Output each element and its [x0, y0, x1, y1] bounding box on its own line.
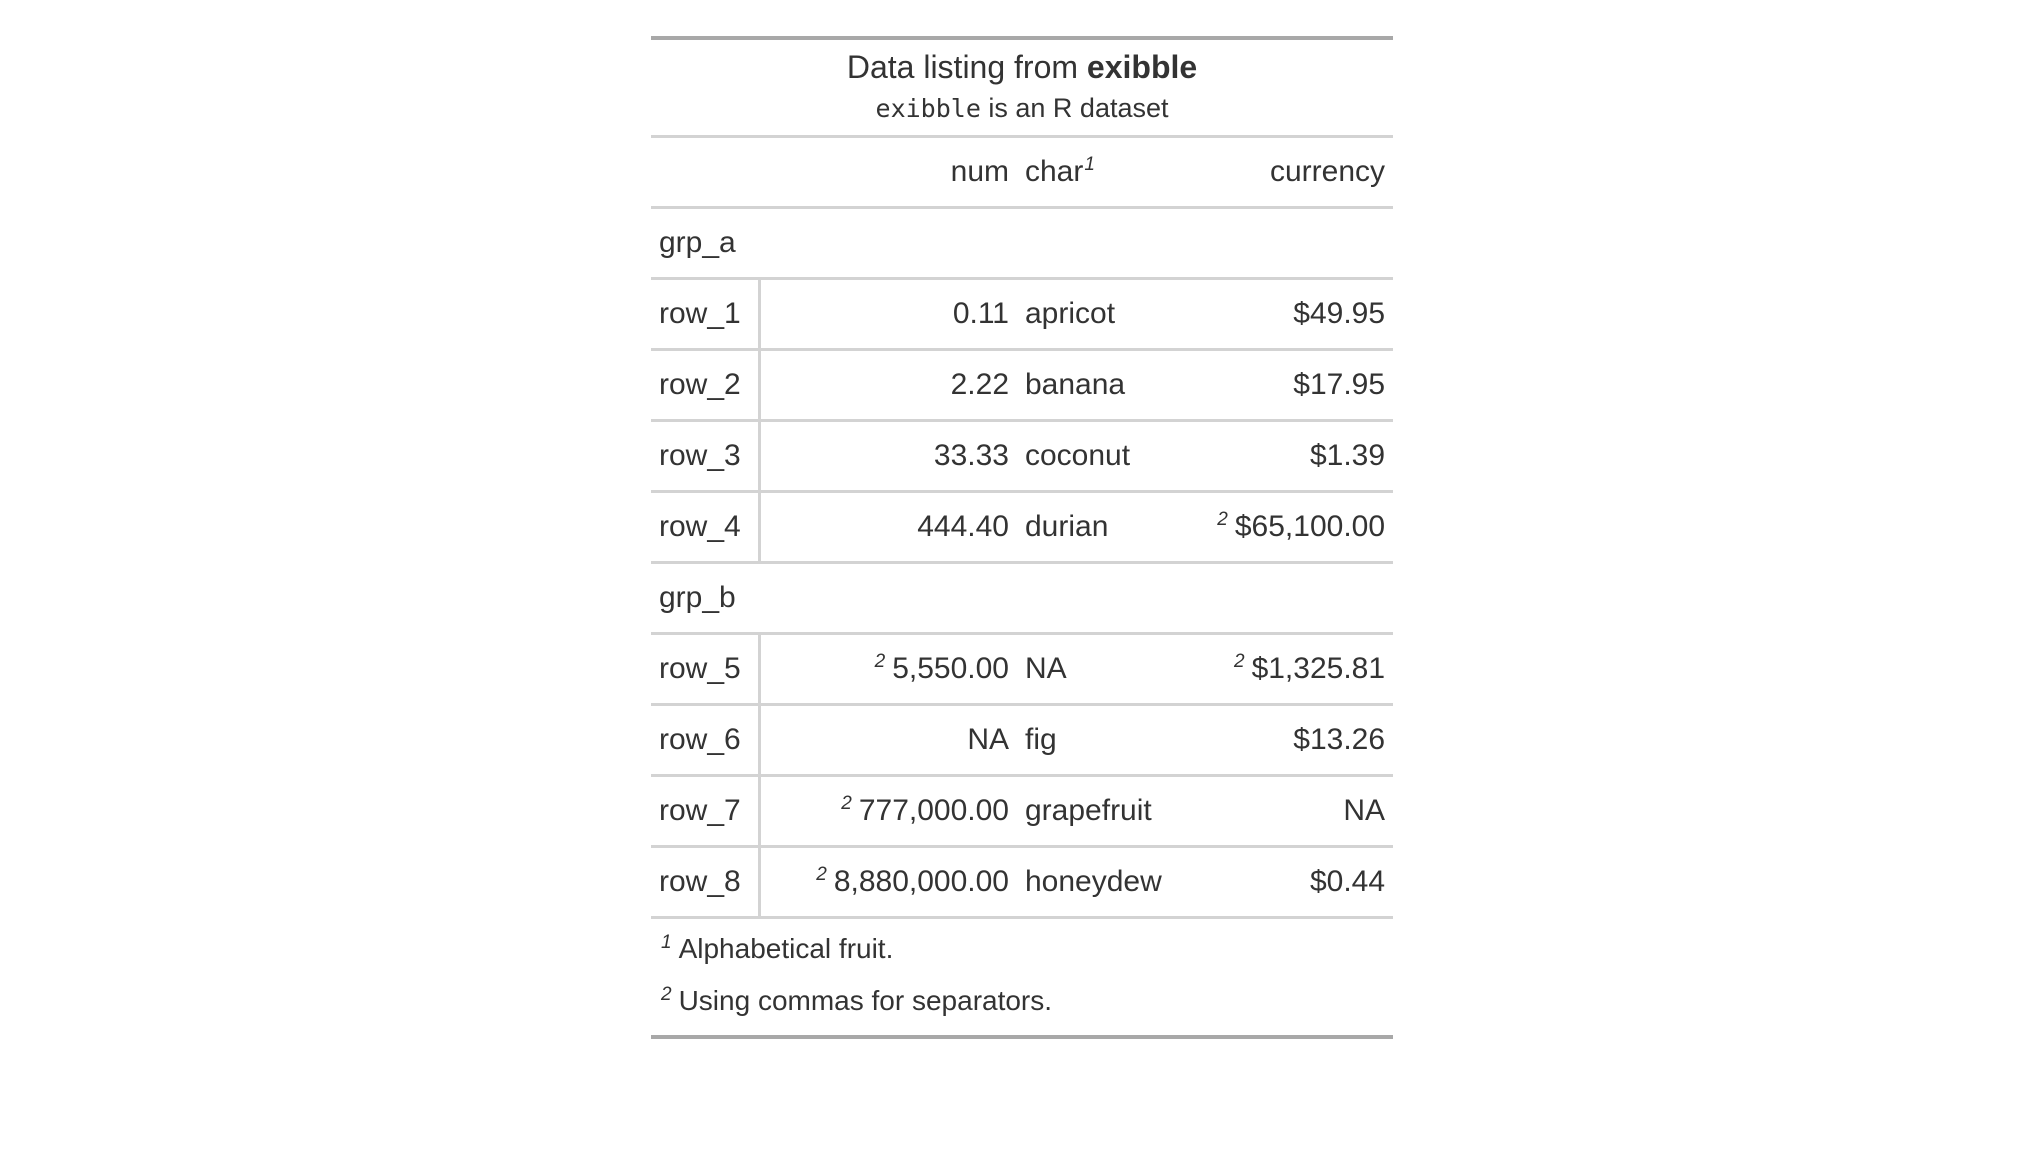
currency-value: $0.44: [1309, 865, 1386, 898]
num-cell: [759, 492, 1017, 563]
char-cell: banana: [1017, 350, 1197, 421]
char-cell: apricot: [1017, 279, 1197, 350]
currency-cell: [1197, 634, 1393, 705]
footnote-2-mark: 2: [661, 983, 672, 1005]
char-cell: grapefruit: [1017, 776, 1197, 847]
row-label-cell: row_4: [651, 492, 759, 563]
footnotes-section: [651, 918, 1393, 1038]
num-cell: [759, 705, 1017, 776]
group-heading-row-grp-b: [651, 563, 1393, 634]
footnote-mark-1: 1: [1084, 154, 1095, 175]
gt-table-container: [651, 36, 1393, 1039]
table-row: [651, 279, 1393, 350]
footnote-1: [661, 923, 1383, 975]
table-row: [651, 421, 1393, 492]
footnotes-row: [651, 918, 1393, 1038]
footnote-mark-2: 2: [841, 793, 852, 814]
num-cell: [759, 776, 1017, 847]
num-cell: [759, 350, 1017, 421]
title-text: Data listing from: [846, 49, 1087, 85]
currency-value: $1.39: [1309, 439, 1386, 472]
footnote-mark-2: 2: [816, 864, 827, 885]
num-value: 2.22: [950, 368, 1009, 401]
row-label-cell: row_7: [651, 776, 759, 847]
char-cell: NA: [1017, 634, 1197, 705]
num-value: NA: [967, 723, 1009, 756]
column-header-stub: [651, 137, 759, 208]
currency-value: $49.95: [1293, 297, 1386, 330]
footnote-1-text: Alphabetical fruit.: [678, 933, 894, 964]
currency-cell: [1197, 350, 1393, 421]
num-value: 33.33: [933, 439, 1009, 472]
num-cell: [759, 634, 1017, 705]
num-cell: [759, 421, 1017, 492]
table-row: [651, 634, 1393, 705]
footnote-mark-2: 2: [874, 651, 886, 672]
char-cell: durian: [1017, 492, 1197, 563]
table-row: [651, 492, 1393, 563]
row-label-cell: row_2: [651, 350, 759, 421]
footnote-1-mark: 1: [661, 931, 672, 953]
row-label-cell: row_5: [651, 634, 759, 705]
table-row: [651, 705, 1393, 776]
currency-value: $17.95: [1293, 368, 1386, 401]
table-row: [651, 776, 1393, 847]
currency-value: NA: [1343, 794, 1386, 827]
subtitle-dataset-code: exibble: [875, 94, 981, 123]
footnote-2-text: Using commas for separators.: [678, 985, 1053, 1016]
currency-cell: [1197, 705, 1393, 776]
currency-cell: [1197, 279, 1393, 350]
row-label-cell: row_8: [651, 847, 759, 918]
table-row: [651, 350, 1393, 421]
table-heading-row: [651, 38, 1393, 137]
currency-cell: [1197, 776, 1393, 847]
row-label-cell: row_3: [651, 421, 759, 492]
num-value: 0.11: [952, 297, 1009, 330]
char-cell: honeydew: [1017, 847, 1197, 918]
num-value: 8,880,000.00: [833, 865, 1009, 898]
currency-cell: [1197, 421, 1393, 492]
table-title: [659, 46, 1385, 88]
column-header-currency: currency: [1197, 137, 1393, 208]
column-header-char-label: char: [1025, 155, 1084, 188]
currency-cell: [1197, 847, 1393, 918]
currency-value: $1,325.81: [1251, 652, 1386, 685]
footnote-2: [661, 975, 1383, 1027]
page: [0, 36, 2044, 1156]
table-heading: [651, 38, 1393, 137]
num-cell: [759, 279, 1017, 350]
table-subtitle: [659, 88, 1385, 129]
group-label: grp_a: [651, 208, 1393, 279]
num-value: 777,000.00: [858, 794, 1009, 827]
group-label: grp_b: [651, 563, 1393, 634]
num-value: 444.40: [917, 510, 1009, 543]
currency-value: $13.26: [1293, 723, 1386, 756]
num-cell: [759, 847, 1017, 918]
char-cell: coconut: [1017, 421, 1197, 492]
footnote-mark-2: 2: [1217, 509, 1228, 530]
table-row: [651, 847, 1393, 918]
column-header-num: num: [759, 137, 1017, 208]
num-value: 5,550.00: [892, 652, 1009, 685]
currency-cell: [1197, 492, 1393, 563]
group-heading-row-grp-a: [651, 208, 1393, 279]
column-header-char: [1017, 137, 1197, 208]
footnote-mark-2: 2: [1233, 651, 1245, 672]
title-dataset-name: exibble: [1086, 49, 1198, 85]
row-label-cell: row_6: [651, 705, 759, 776]
exibble-data-table: [651, 36, 1393, 1039]
currency-value: $65,100.00: [1234, 510, 1386, 543]
column-labels-row: [651, 137, 1393, 208]
subtitle-text: is an R dataset: [980, 93, 1169, 123]
row-label-cell: row_1: [651, 279, 759, 350]
char-cell: fig: [1017, 705, 1197, 776]
